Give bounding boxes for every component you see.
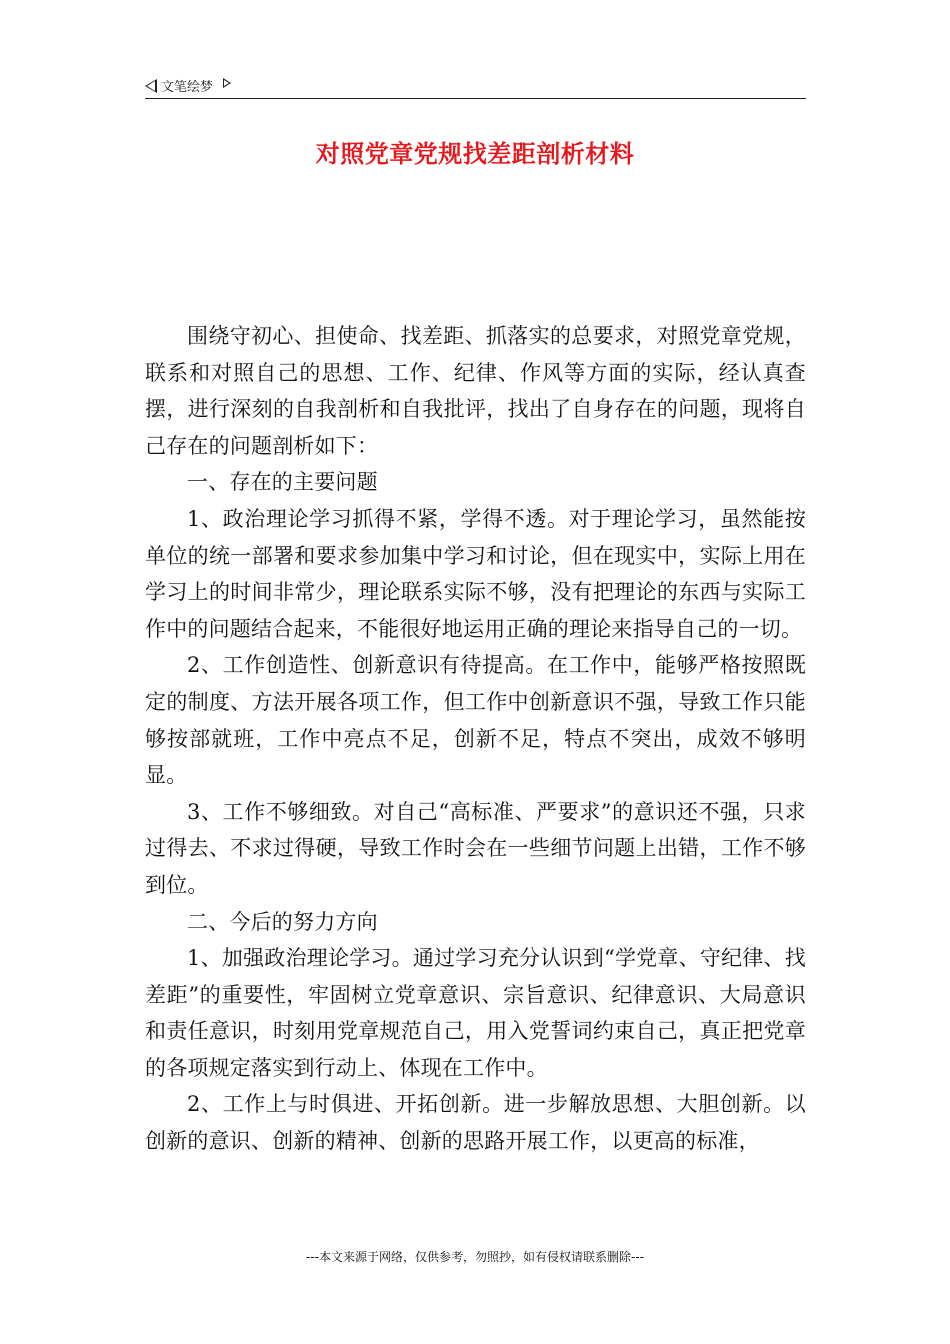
triangle-right-icon (223, 78, 231, 88)
document-body (145, 318, 806, 1160)
paragraph-problem-2: 2、工作创造性、创新意识有待提高。在工作中，能够严格按照既定的制度、方法开展各项工作，但工作中创新意识不强，导致工作只能够按部就班，工作中亮点不足，创新不足，特点不突出，成效不够明显。 (145, 653, 806, 788)
page-header (145, 74, 806, 99)
brand-label: 文笔绘梦 (161, 80, 214, 95)
paragraph-direction-2: 2、工作上与时俱进、开拓创新。进一步解放思想、大胆创新。以创新的意识、创新的精神、创新的思路开展工作，以更高的标准， (145, 1092, 806, 1154)
paragraph-direction-1: 1、加强政治理论学习。通过学习充分认识到“学党章、守纪律、找差距”的重要性，牢固树立党章意识、宗旨意识、纪律意识、大局意识和责任意识，时刻用党章规范自己，用入党誓词约束自己，真正把党章的各项规定落实到行动上、体现在工作中。 (145, 946, 806, 1080)
paragraph-intro: 围绕守初心、担使命、找差距、抓落实的总要求，对照党章党规，联系和对照自己的思想、工作、纪律、作风等方面的实际，经认真查摆，进行深刻的自我剖析和自我批评，找出了自身存在的问题，现将自己存在的问题剖析如下： (145, 324, 806, 458)
document-title: 对照党章党规找差距剖析材料 (315, 139, 635, 168)
paragraph-problem-1: 1、政治理论学习抓得不紧，学得不透。对于理论学习，虽然能按单位的统一部署和要求参加集中学习和讨论，但在现实中，实际上用在学习上的时间非常少，理论联系实际不够，没有把理论的东西与实际工作中的问题结合起来，不能很好地运用正确的理论来指导自己的一切。 (145, 506, 806, 641)
header-brand (145, 76, 231, 95)
paragraph-problem-3: 3、工作不够细致。对自己“高标准、严要求”的意识还不强，只求过得去、不求过得硬，导致工作时会在一些细节问题上出错，工作不够到位。 (145, 799, 806, 897)
heading-main-problems: 一、存在的主要问题 (187, 470, 378, 495)
footer-notice: ---本文来源于网络，仅供参考，勿照抄，如有侵权请联系删除--- (306, 1250, 644, 1264)
triangle-left-icon (145, 79, 157, 93)
heading-future-direction: 二、今后的努力方向 (187, 909, 378, 934)
